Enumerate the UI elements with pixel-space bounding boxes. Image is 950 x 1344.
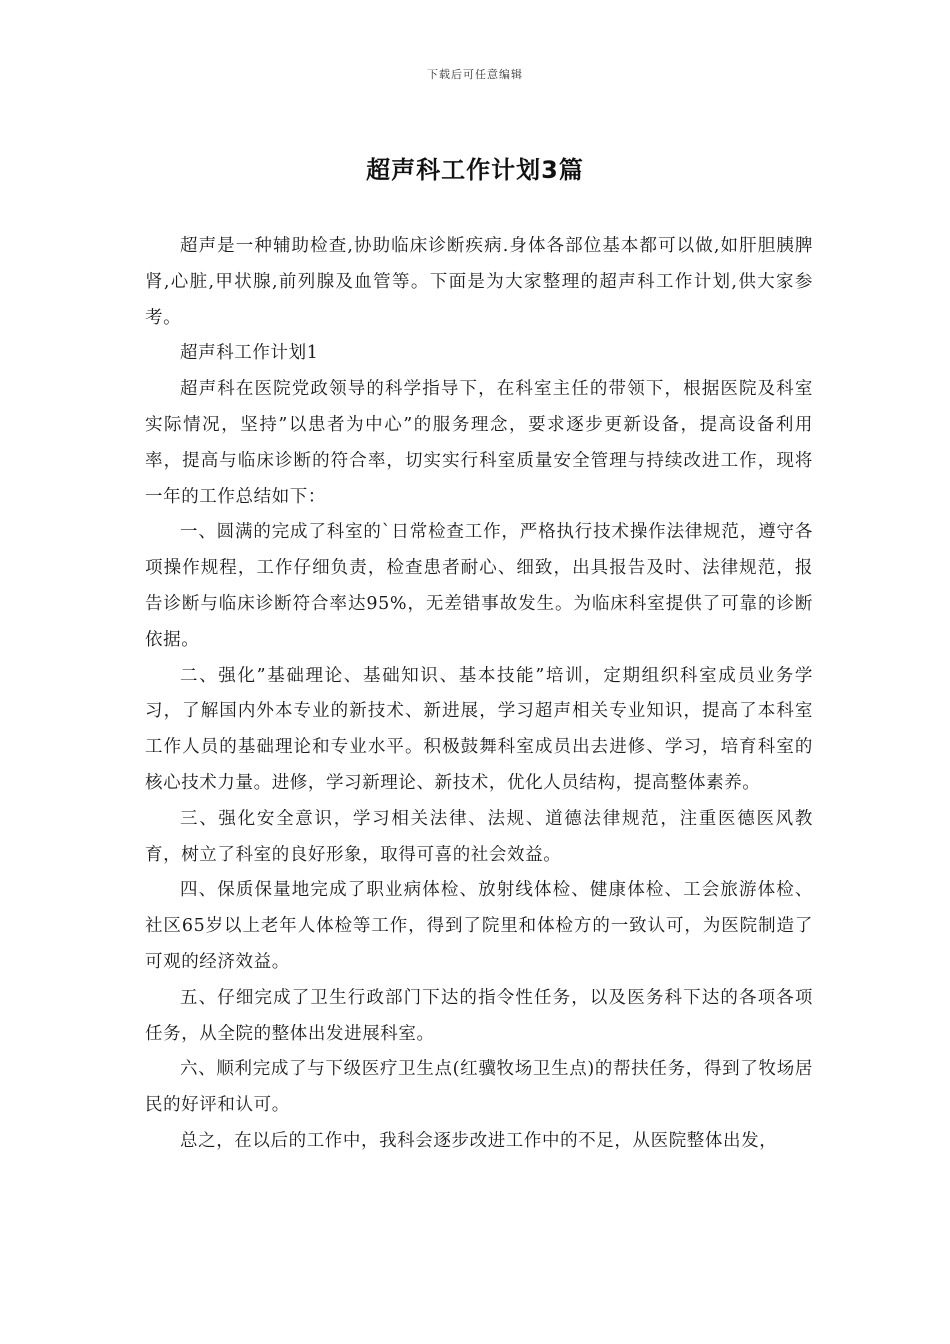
body-paragraph: 超声科在医院党政领导的科学指导下，在科室主任的带领下，根据医院及科室实际情况，坚持”以患者为中心”的服务理念，要求逐步更新设备，提高设备利用率，提高与临床诊断的符合率，切实实行科室质量安全管理与持续改进工作，现将一年的工作总结如下： [145,379,813,507]
section-heading: 超声科工作计划1 [180,343,319,364]
document-title: 超声科工作计划3篇 [366,156,584,184]
intro-paragraph: 超声是一种辅助检查,协助临床诊断疾病.身体各部位基本都可以做,如肝胆胰脾肾,心脏,甲状腺,前列腺及血管等。下面是为大家整理的超声科工作计划,供大家参考。 [145,236,813,328]
body-paragraph: 一、圆满的完成了科室的`日常检查工作，严格执行技术操作法律规范，遵守各项操作规程，工作仔细负责，检查患者耐心、细致，出具报告及时、法律规范，报告诊断与临床诊断符合率达95%，无差错事故发生。为临床科室提供了可靠的诊断依据。 [145,522,813,650]
body-paragraph: 四、保质保量地完成了职业病体检、放射线体检、健康体检、工会旅游体检、社区65岁以上老年人体检等工作，得到了院里和体检方的一致认可，为医院制造了可观的经济效益。 [145,880,813,972]
header-note: 下载后可任意编辑 [427,68,523,81]
document-body [145,229,813,1160]
body-paragraph: 总之，在以后的工作中，我科会逐步改进工作中的不足，从医院整体出发， [180,1130,778,1151]
body-paragraph: 六、顺利完成了与下级医疗卫生点(红骥牧场卫生点)的帮扶任务，得到了牧场居民的好评和认可。 [145,1059,813,1116]
body-paragraph: 二、强化”基础理论、基础知识、基本技能”培训，定期组织科室成员业务学习，了解国内外本专业的新技术、新进展，学习超声相关专业知识，提高了本科室工作人员的基础理论和专业水平。积极鼓舞科室成员出去进修、学习，培育科室的核心技术力量。进修，学习新理论、新技术，优化人员结构，提高整体素养。 [145,665,813,793]
body-paragraph: 三、强化安全意识，学习相关法律、法规、道德法律规范，注重医德医风教育，树立了科室的良好形象，取得可喜的社会效益。 [145,808,813,865]
body-paragraph: 五、仔细完成了卫生行政部门下达的指令性任务，以及医务科下达的各项各项任务，从全院的整体出发进展科室。 [145,987,813,1044]
